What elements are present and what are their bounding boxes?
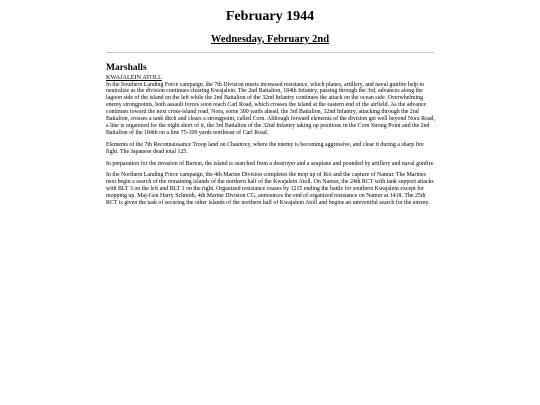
paragraph-chauncey: Elements of the 7th Reconnaissance Troop land on Chauncey, where the enemy is becoming aggressive, and clear it during a sharp fire fight. The Japanese dead total 125. [106,141,424,155]
paragraph-burton: In preparation for the invasion of Burton, the island is searched from a destroyer and a seaplane and pounded by artillery and naval gunfire. [106,160,435,167]
paragraph-northern-landing: In the Northern Landing Force campaign, the 4th Marine Division completes the mop up of Roi and the capture of Namur. The Marines next begin a search of the remaining islands of the northern half of the Kwajalein Atoll. On Namur, the 24th RCT with tank support attacks with BLT 3 on the left and BLT 1 on the right. Organized resistance ceases by 1215 ending the battle for southern Kwajalein except for mopping up. Maj-Gen Harry Schmidt, 4th Marine Division CG, announces the end of organized resistance on Namur at 1418. The 25th RCT is given the task of securing the other islands of the northern half of Kwajalein Atoll and begins an uneventful search for the enemy. [106,172,434,207]
paragraph-southern-landing: In the Southern Landing Force campaign, the 7th Division meets increased resistance, which planes, artillery, and naval gunfire help to neutralize as the division continues clearing Kwajalein. The 2nd Battalion, 184th Infantry, passing through the 3rd, advances along the lagoon side of the island on the left while the 2nd Battalion of the 32nd Infantry continues the attack on the ocean side. Overwhelming enemy strongpoints, both assault forces soon reach Carl Road, which crosses the island at the eastern end of the airfield. As the advance continues toward the next cross-island road, Nora, some 300 yards ahead, the 3rd Battalion, 32nd Infantry, attacking through the 2nd Battalion, crosses a tank ditch and clears a strongpoint, called Corn. Although forward elements of the division get well beyond Nora Road, a line is organized for the night short of it, the 3rd Battalion of the 32nd Infantry taking up positions in the Corn Strong Point and the 2nd Battalion of the 184th on a line 75-100 yards northeast of Carl Road. [106,81,435,136]
month-title: February 1944 [225,9,315,24]
day-title: Wednesday, February 2nd [210,34,330,45]
horizontal-rule [106,52,434,53]
section-subheading: KWAJALEIN ATOLL [106,74,162,81]
section-content [106,63,436,212]
section-title: Marshalls [106,63,147,73]
